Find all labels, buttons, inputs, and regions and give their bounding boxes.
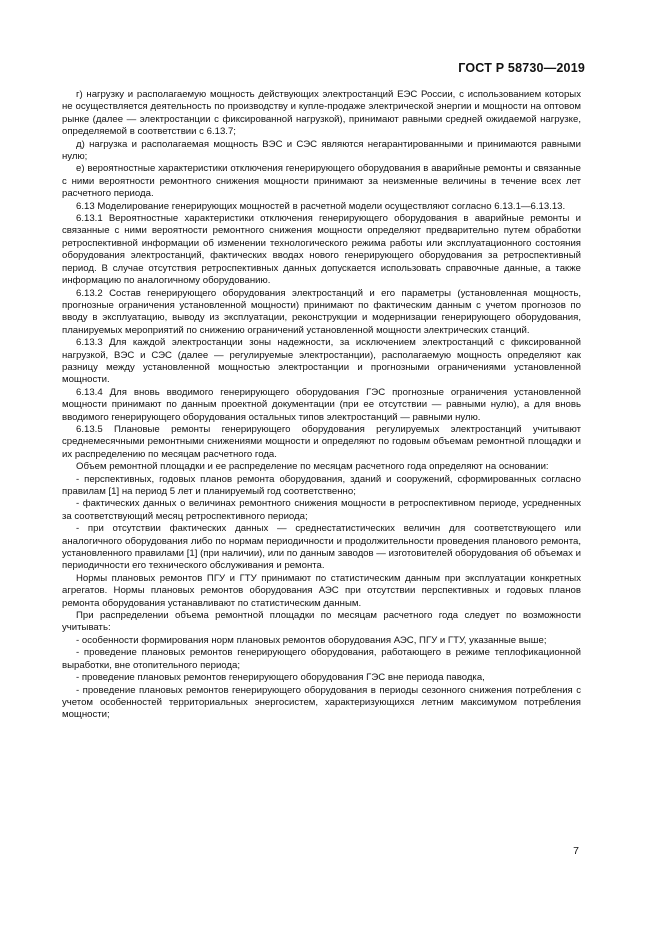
clause-6-13-2: 6.13.2 Состав генерирующего оборудования электростанций и его параметры (установленная мощность, прогнозные ограничения установленной мощности) принимают по фактическим данным с учетом прогнозов по вводу в эксплуатацию, выводу из эксплуатации, реконструкции и модернизации генерирующего оборудования, планируемых мероприятий по снижению ограничений установленной мощности электрических станций. xyxy=(62,287,581,336)
paragraph-g: г) нагрузку и располагаемую мощность действующих электростанций ЕЭС России, с использованием которых не осуществляется деятельность по производству и купле-продаже электрической энергии и мощности на оптовом рынке (далее — электростанции с фиксированной нагрузкой), принимают равными средней ожидаемой нагрузке, определяемой в соответствии с 6.13.7; xyxy=(62,89,581,138)
list-item: - проведение плановых ремонтов генерирующего оборудования, работающего в режиме теплофикационной выработки, вне отопительного периода; xyxy=(62,647,581,671)
list-item: - при отсутствии фактических данных — среднестатистических величин для соответствующего или аналогичного оборудования либо по нормам периодичности и продолжительности проведения планового ремонта, установленного правилами [1] (при наличии), или по данным заводов — изготовителей оборудования об объемах и периодичности его технического обслуживания и ремонта. xyxy=(62,523,581,572)
clause-6-13-5: 6.13.5 Плановые ремонты генерирующего оборудования регулируемых электростанций учитывают среднемесячными ремонтными снижениями мощности и определяют по годовым объемам ремонтной площадки и их распределению по месяцам расчетного года. xyxy=(62,423,581,460)
clause-6-13: 6.13 Моделирование генерирующих мощностей в расчетной модели осуществляют согласно 6.13.1—6.13.13. xyxy=(76,200,566,212)
paragraph-e: е) вероятностные характеристики отключения генерирующего оборудования в аварийные ремонты и связанные с ними вероятности ремонтного снижения мощности принимают за неизменные величины в течение всех лет расчетного периода. xyxy=(62,163,581,200)
document-standard-code: ГОСТ Р 58730—2019 xyxy=(458,61,585,75)
list-item: - фактических данных о величинах ремонтного снижения мощности в ретроспективном периоде, усредненных за соответствующий месяц ретроспективного периода; xyxy=(62,498,581,522)
repair-norms-paragraph: Нормы плановых ремонтов ПГУ и ГТУ принимают по статистическим данным при эксплуатации конкретных агрегатов. Нормы плановых ремонтов оборудования АЭС при отсутствии перспективных и годовых планов ремонта оборудования устанавливают по статистическим данным. xyxy=(62,572,581,609)
paragraph-d: д) нагрузка и располагаемая мощность ВЭС и СЭС являются негарантированными и принимаются равными нулю; xyxy=(62,138,581,163)
clause-6-13-3: 6.13.3 Для каждой электростанции зоны надежности, за исключением электростанций с фиксированной нагрузкой, ВЭС и СЭС (далее — регулируемые электростанции), располагаемую мощность определяют как разницу между установленной мощностью электростанции и прогнозными ограничениями установленной мощности. xyxy=(62,337,581,386)
distribution-intro: При распределении объема ремонтной площадки по месяцам расчетного года следует по возможности учитывать: xyxy=(62,610,581,634)
list-item: - проведение плановых ремонтов генерирующего оборудования ГЭС вне периода паводка, xyxy=(76,672,485,684)
clause-6-13-4: 6.13.4 Для вновь вводимого генерирующего оборудования ГЭС прогнозные ограничения установленной мощности принимают по данным проектной документации (при ее отсутствии — равными нулю), а для вновь вводимого генерирующего оборудования остальных типов электростанций — равными нулю. xyxy=(62,386,581,423)
clause-6-13-1: 6.13.1 Вероятностные характеристики отключения генерирующего оборудования в аварийные ремонты и связанные с ними вероятности ремонтного снижения мощности определяют предварительно путем обработки ретроспективной информации об изменении технологического режима работы или эксплуатационного состояния оборудования электростанций, фактических вводах нового генерирующего оборудования за ретроспективный период. В случае отсутствия ретроспективных данных допускается использовать справочные данные, а также информацию по аналогичному оборудованию. xyxy=(62,213,581,287)
page-number: 7 xyxy=(573,845,579,857)
list-item: - перспективных, годовых планов ремонта оборудования, зданий и сооружений, сформированных согласно правилам [1] на период 5 лет и планируемый год соответственно; xyxy=(62,473,581,497)
document-body xyxy=(62,89,581,722)
list-item: - проведение плановых ремонтов генерирующего оборудования в периоды сезонного снижения потребления с учетом особенностей территориальных энергосистем, характеризующихся летним максимумом потребления мощности; xyxy=(62,684,581,721)
list-item: - особенности формирования норм плановых ремонтов оборудования АЭС, ПГУ и ГТУ, указанные выше; xyxy=(76,634,547,646)
repair-volume-intro: Объем ремонтной площадки и ее распределение по месяцам расчетного года определяют на основании: xyxy=(76,461,549,473)
